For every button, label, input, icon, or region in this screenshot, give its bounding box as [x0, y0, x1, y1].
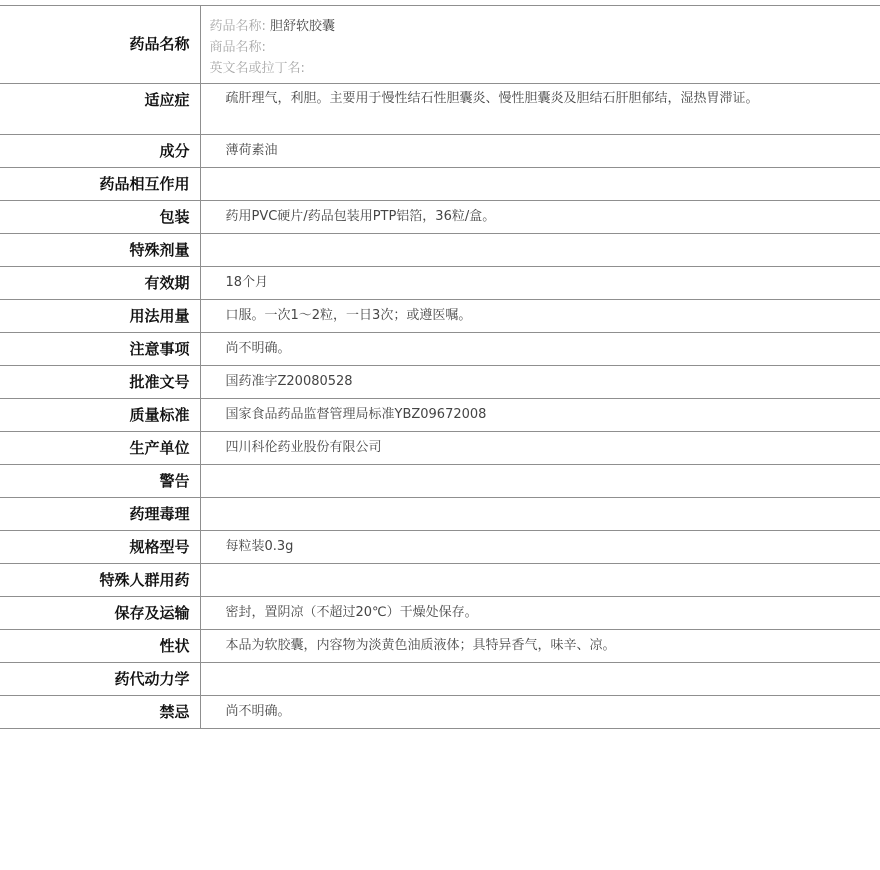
row-label: 质量标准 — [0, 399, 200, 432]
row-drug-name — [0, 6, 880, 84]
row-description — [0, 630, 880, 663]
drug-spec-table — [0, 5, 880, 729]
row-label: 特殊人群用药 — [0, 564, 200, 597]
row-label: 性状 — [0, 630, 200, 663]
row-value: 四川科伦药业股份有限公司 — [225, 440, 382, 455]
row-label: 保存及运输 — [0, 597, 200, 630]
row-label: 禁忌 — [0, 696, 200, 729]
row-label: 特殊剂量 — [0, 234, 200, 267]
row-manufacturer — [0, 432, 880, 465]
row-label: 药理毒理 — [0, 498, 200, 531]
row-interactions — [0, 168, 880, 201]
row-value — [200, 465, 880, 498]
row-packaging — [0, 201, 880, 234]
row-value: 国药准字Z20080528 — [225, 374, 353, 389]
row-label: 批准文号 — [0, 366, 200, 399]
generic-name-label: 药品名称: — [209, 19, 266, 34]
row-label: 警告 — [0, 465, 200, 498]
row-value: 疏肝理气，利胆。主要用于慢性结石性胆囊炎、慢性胆囊炎及胆结石肝胆郁结，湿热胃滞证。 — [225, 91, 759, 106]
row-value: 每粒装0.3g — [225, 539, 294, 554]
row-label: 生产单位 — [0, 432, 200, 465]
row-label: 规格型号 — [0, 531, 200, 564]
row-dosage — [0, 300, 880, 333]
drug-name-cell — [200, 6, 880, 84]
generic-name-value: 胆舒软胶囊 — [270, 19, 336, 34]
row-label: 药品名称 — [0, 6, 200, 84]
row-value: 国家食品药品监督管理局标准YBZ09672008 — [225, 407, 487, 422]
row-label: 药代动力学 — [0, 663, 200, 696]
row-value — [200, 234, 880, 267]
row-pharmacology — [0, 498, 880, 531]
trade-name-label: 商品名称: — [209, 40, 266, 55]
row-warning — [0, 465, 880, 498]
row-label: 包装 — [0, 201, 200, 234]
row-indications — [0, 84, 880, 135]
row-ingredients — [0, 135, 880, 168]
row-value — [200, 498, 880, 531]
row-quality-standard — [0, 399, 880, 432]
row-special-dosage — [0, 234, 880, 267]
row-value: 密封，置阴凉（不超过20℃）干燥处保存。 — [225, 605, 478, 620]
row-specification — [0, 531, 880, 564]
row-value: 薄荷素油 — [225, 143, 278, 158]
row-label: 适应症 — [0, 84, 200, 135]
row-storage — [0, 597, 880, 630]
row-shelf-life — [0, 267, 880, 300]
row-label: 注意事项 — [0, 333, 200, 366]
trade-name-line — [210, 37, 791, 58]
row-label: 用法用量 — [0, 300, 200, 333]
english-name-label: 英文名或拉丁名: — [209, 61, 305, 76]
row-special-populations — [0, 564, 880, 597]
row-value — [200, 564, 880, 597]
row-value: 口服。一次1～2粒，一日3次；或遵医嘱。 — [225, 308, 472, 323]
row-value: 尚不明确。 — [225, 704, 291, 719]
row-value — [200, 168, 880, 201]
row-value — [200, 663, 880, 696]
row-value: 尚不明确。 — [225, 341, 291, 356]
row-value: 本品为软胶囊，内容物为淡黄色油质液体；具特异香气，味辛、凉。 — [225, 638, 616, 653]
row-label: 药品相互作用 — [0, 168, 200, 201]
row-label: 成分 — [0, 135, 200, 168]
row-approval-number — [0, 366, 880, 399]
row-value: 药用PVC硬片/药品包装用PTP铝箔，36粒/盒。 — [225, 209, 496, 224]
row-value: 18个月 — [225, 275, 269, 290]
generic-name-line — [210, 16, 791, 37]
row-pharmacokinetics — [0, 663, 880, 696]
row-contraindications — [0, 696, 880, 729]
english-name-line — [210, 58, 791, 79]
row-precautions — [0, 333, 880, 366]
row-label: 有效期 — [0, 267, 200, 300]
